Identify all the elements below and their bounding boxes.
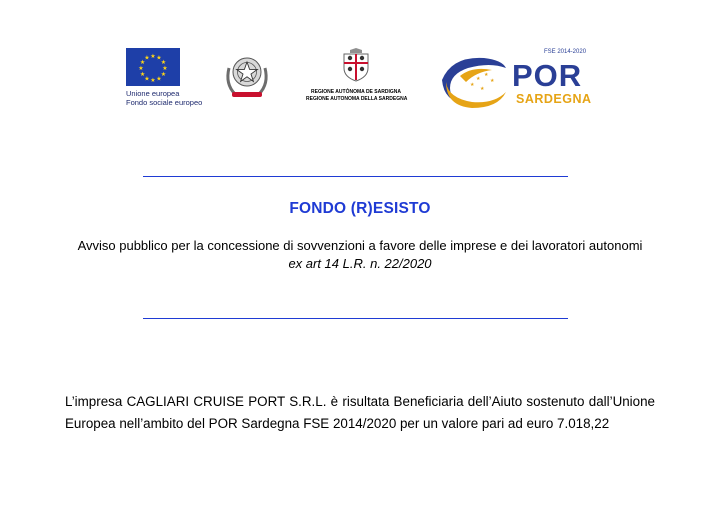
top-divider [143, 176, 568, 177]
svg-text:★: ★ [480, 86, 485, 92]
svg-text:★: ★ [156, 54, 162, 62]
svg-text:★: ★ [470, 82, 475, 88]
por-subtitle: SARDEGNA [516, 92, 592, 106]
por-wordmark: POR [512, 58, 583, 93]
svg-text:★: ★ [160, 71, 167, 78]
svg-text:★: ★ [144, 54, 150, 62]
sardinia-region-logo [306, 48, 406, 102]
beneficiary-statement: L’impresa CAGLIARI CRUISE PORT S.R.L. è risultata Beneficiaria dell’Aiuto sostenuto dall’Unione Europea nell’ambito del POR Sardegna FSE 2014/2020 per un valore pari ad euro 7.018,22 [65, 394, 655, 431]
region-logo-line2: REGIONE AUTONOMA DELLA SARDEGNA [306, 95, 408, 102]
svg-text:★: ★ [144, 75, 150, 83]
svg-text:★: ★ [490, 78, 495, 84]
legal-reference: ex art 14 L.R. n. 22/2020 [288, 256, 432, 271]
sardinia-crest-icon [341, 48, 371, 82]
svg-text:★: ★ [150, 53, 156, 60]
bottom-divider [143, 318, 568, 319]
svg-text:★: ★ [139, 59, 146, 66]
por-sardegna-logo [432, 50, 592, 112]
svg-text:★: ★ [162, 65, 168, 72]
svg-text:★: ★ [150, 77, 156, 84]
document-title: FONDO (R)ESISTO [289, 200, 431, 217]
document-subtitle: Avviso pubblico per la concessione di sovvenzioni a favore delle imprese e dei lavoratori autonomi [77, 238, 643, 253]
region-logo-line1: REGIONE AUTÒNOMA DE SARDIGNA [311, 89, 401, 95]
eu-logo-line1: Unione europea [126, 89, 180, 98]
eu-logo [126, 48, 203, 107]
svg-text:★: ★ [484, 72, 489, 78]
por-fse-label: FSE 2014-2020 [544, 49, 587, 55]
document-subtitle-block [0, 237, 720, 273]
logo-header [0, 48, 720, 118]
svg-text:★: ★ [476, 76, 481, 82]
svg-text:★: ★ [139, 71, 146, 78]
svg-text:★: ★ [138, 65, 144, 72]
svg-text:★: ★ [160, 59, 167, 66]
eu-flag-icon [126, 48, 180, 86]
italian-republic-emblem-icon [221, 48, 273, 104]
eu-logo-line2: Fondo sociale europeo [126, 98, 203, 107]
svg-text:★: ★ [156, 75, 162, 83]
por-swoosh-icon [432, 50, 512, 112]
